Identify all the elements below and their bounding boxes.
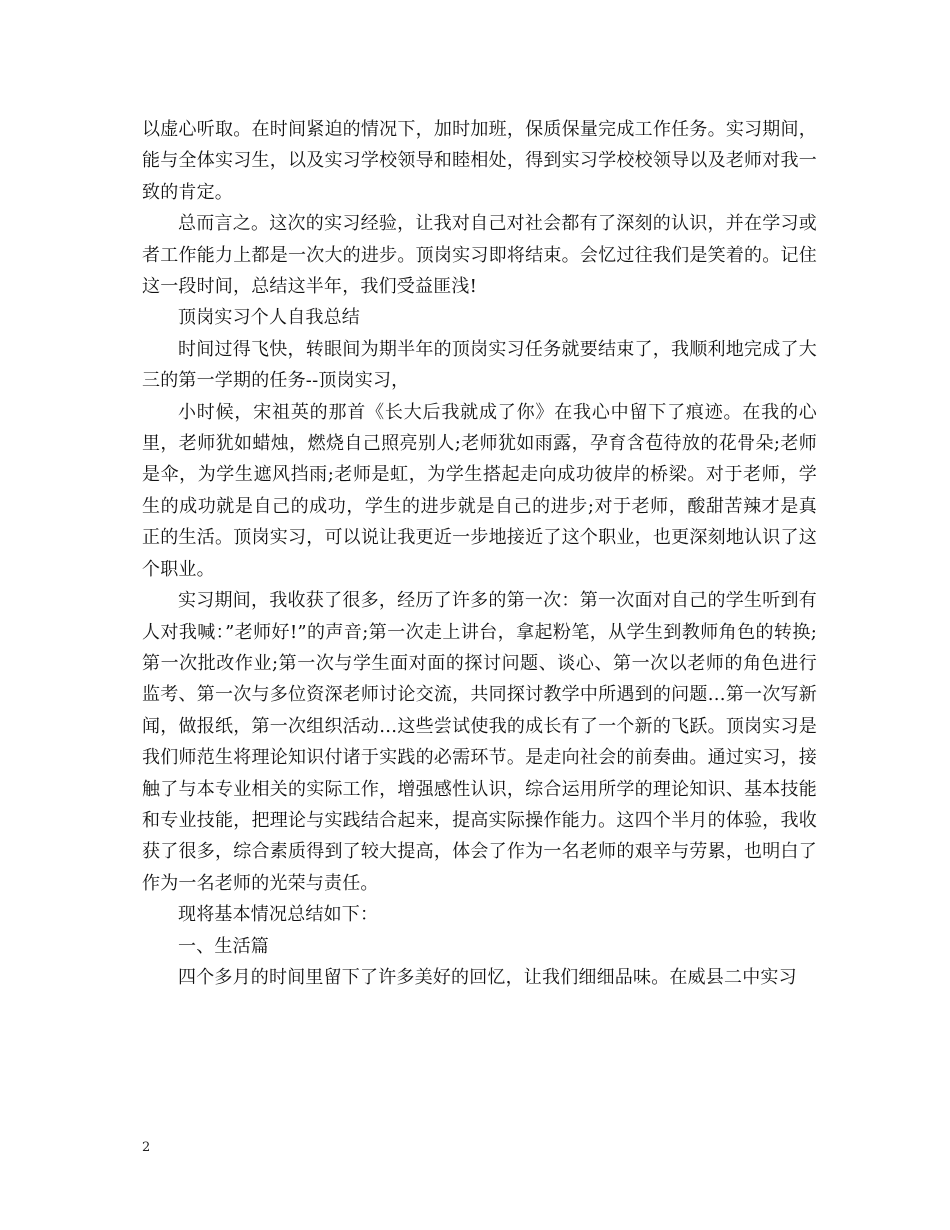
paragraph-3: 时间过得飞快，转眼间为期半年的顶岗实习任务就要结束了，我顺利地完成了大三的第一学期的任务--顶岗实习，	[142, 338, 817, 392]
page-number: 2	[142, 1140, 151, 1155]
section-title: 顶岗实习个人自我总结	[178, 307, 360, 329]
paragraph-2: 总而言之。这次的实习经验，让我对自己对社会都有了深刻的认识，并在学习或者工作能力上都是一次大的进步。顶岗实习即将结束。会忆过往我们是笑着的。记住这一段时间，总结这半年，我们受益匪浅!	[142, 213, 817, 298]
paragraph-6: 现将基本情况总结如下：	[178, 904, 379, 926]
paragraph-4: 小时候，宋祖英的那首《长大后我就成了你》在我心中留下了痕迹。在我的心里，老师犹如蜡烛，燃烧自己照亮别人;老师犹如雨露，孕育含苞待放的花骨朵;老师是伞，为学生遮风挡雨;老师是虹，为学生搭起走向成功彼岸的桥梁。对于老师，学生的成功就是自己的成功，学生的进步就是自己的进步;对于老师，酸甜苦辣才是真正的生活。顶岗实习，可以说让我更近一步地接近了这个职业，也更深刻地认识了这个职业。	[142, 401, 817, 580]
paragraph-1: 以虚心听取。在时间紧迫的情况下，加时加班，保质保量完成工作任务。实习期间，能与全体实习生，以及实习学校领导和睦相处，得到实习学校校领导以及老师对我一致的肯定。	[142, 119, 817, 203]
paragraph-7: 四个多月的时间里留下了许多美好的回忆，让我们细细品味。在威县二中实习	[178, 966, 797, 988]
paragraph-5: 实习期间，我收获了很多，经历了许多的第一次：第一次面对自己的学生听到有人对我喊：”老师好!”的声音;第一次走上讲台，拿起粉笔，从学生到教师角色的转换;第一次批改作业;第一次与学生面对面的探讨问题、谈心、第一次以老师的角色进行监考、第一次与多位资深老师讨论交流，共同探讨教学中所遇到的问题…第一次写新闻，做报纸，第一次组织活动…这些尝试使我的成长有了一个新的飞跃。顶岗实习是我们师范生将理论知识付诸于实践的必需环节。是走向社会的前奏曲。通过实习，接触了与本专业相关的实际工作，增强感性认识，综合运用所学的理论知识、基本技能和专业技能，把理论与实践结合起来，提高实际操作能力。这四个半月的体验，我收获了很多，综合素质得到了较大提高，体会了作为一名老师的艰辛与劳累，也明白了作为一名老师的光荣与责任。	[142, 590, 817, 894]
subsection-title: 一、生活篇	[178, 935, 269, 957]
document-body	[142, 114, 817, 993]
